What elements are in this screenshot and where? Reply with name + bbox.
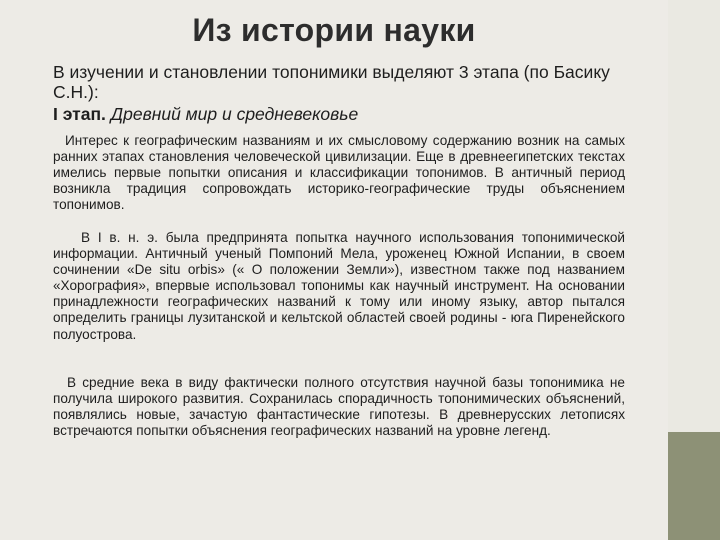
paragraph-middle-ages: В средние века в виду фактически полного отсутствия научной базы топонимика не получила широкого развития. Сохранилась спорадичность топонимических объяснений, появлялись новые, зачастую фантастические гипотезы. В древнерусских летописях встречаются попытки объяснения географических названий на уровне легенд. [53,375,625,439]
paragraph-ancient: Интерес к географическим названиям и их смысловому содержанию возник на самых ранних этапах становления человеческой цивилизации. Еще в древнеегипетских текстах имелись первые попытки описания и классификации топонимов. В античный период возникла традиция сопровождать историко-географические труды объяснением топонимов. [53,133,625,213]
sidebar-accent-block [668,432,720,540]
slide-title: Из истории науки [192,12,476,48]
intro-text: В изучении и становлении топонимики выделяют 3 этапа (по Басику С.Н.): [53,62,610,102]
stage-heading [53,104,643,124]
paragraph-pomponius-mela: В I в. н. э. была предпринята попытка научного использования топонимической информации. Античный ученый Помпоний Мела, уроженец Южной Испании, в своем сочинении «De situ orbis» (« О положении Земли»), известном также под названием «Хорография», впервые использовал топонимы как научный инструмент. На основании принадлежности географических названий к тому или иному языку, автор пытался определить границы лузитанской и кельтской областей своей родины - юга Пиренейского полуострова. [53,230,625,342]
stage-name: Древний мир и средневековье [110,104,359,124]
stage-number: I этап. [53,104,106,124]
